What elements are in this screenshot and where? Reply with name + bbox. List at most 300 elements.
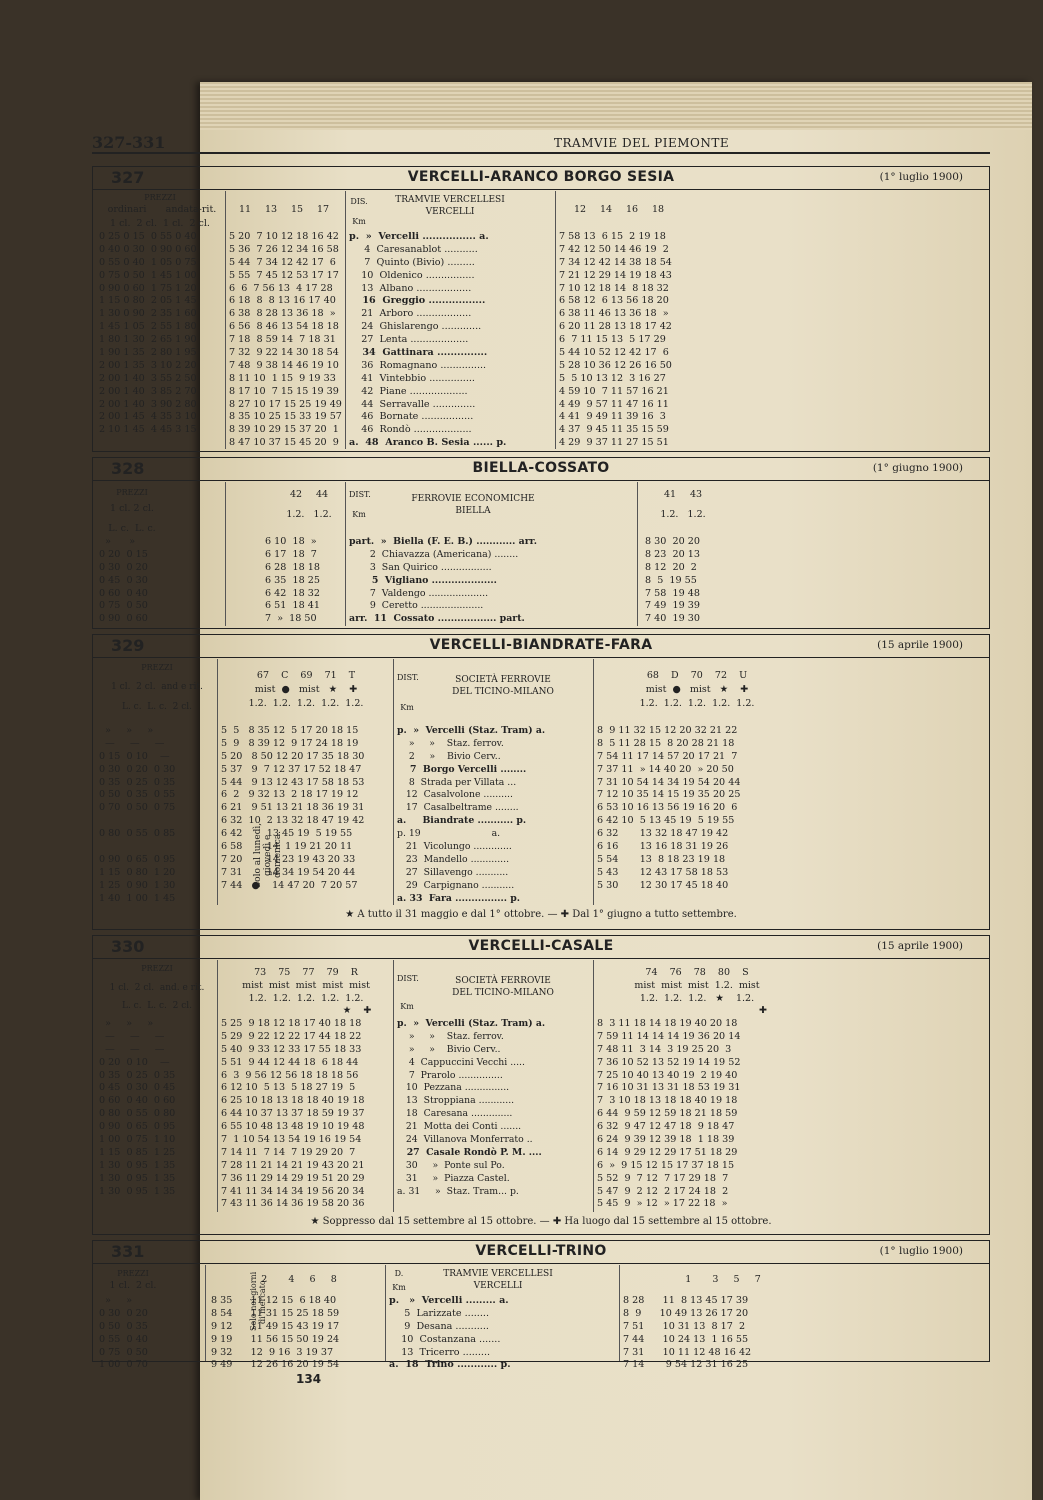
up-time-row: 8 9 11 32 15 12 20 32 21 22 — [597, 725, 738, 736]
route-title: VERCELLI-TRINO — [475, 1243, 607, 1259]
station-row: 34 Gattinara ............... — [349, 347, 491, 359]
down-time-row: 6 21 9 51 13 21 18 36 19 31 — [221, 802, 365, 814]
station-row: 4 Caresanablot ........... — [349, 243, 481, 255]
train-number: 16 — [625, 204, 639, 215]
down-train-types: mist ● mist ★ ✚ — [254, 684, 358, 695]
class-header: 1 cl. 2 cl. 1 cl. 2 cl. — [110, 218, 210, 229]
station-row: 27 Lenta ................... — [349, 334, 472, 346]
up-time-row: 6 20 11 28 13 18 17 42 — [559, 321, 672, 333]
price-row: 0 30 0 20 — [99, 561, 148, 573]
down-time-row: 7 44 ● 14 47 20 7 20 57 — [221, 879, 358, 891]
station-row: 10 Pezzana ............... — [397, 1082, 513, 1094]
station-row: 27 Sillavengo ........... — [397, 866, 512, 878]
footnote: ★ A tutto il 31 maggio e dal 1° ottobre. — ✚ Dal 1° giugno a tutto settembre. — [345, 909, 737, 920]
up-time-row: 6 16 13 16 18 31 19 26 — [597, 841, 729, 853]
station-row: 21 Motta dei Conti ....... — [397, 1121, 525, 1133]
down-train-numbers: 67 C 69 71 T — [256, 670, 356, 681]
down-time-row: 5 29 9 22 12 22 17 44 18 22 — [221, 1030, 362, 1042]
up-time-row: 8 30 20 20 — [645, 536, 700, 547]
up-time-row: 4 37 9 45 11 35 15 59 — [559, 424, 669, 436]
station-row: a. Biandrate ........... p. — [397, 815, 527, 827]
price-row: » » — [99, 536, 136, 547]
train-number: 15 — [290, 204, 304, 215]
station-row: 7 Prarolo ............... — [397, 1069, 506, 1081]
price-row: 2 00 1 45 4 35 3 10 — [99, 411, 197, 423]
effective-date: (1° luglio 1900) — [879, 1245, 963, 1257]
up-train-class: 1.2. 1.2. 1.2. 1.2. 1.2. — [639, 698, 755, 709]
price-column — [99, 1018, 175, 1198]
up-time-row: 7 16 10 31 13 31 18 53 19 31 — [597, 1082, 741, 1094]
class-header: 1 cl. 2 cl. — [110, 503, 154, 514]
price-row: 0 80 0 55 0 85 — [99, 828, 176, 840]
down-train-types: mist mist mist mist mist — [242, 980, 370, 991]
station-list — [397, 725, 545, 905]
prices-label: PREZZI — [116, 488, 148, 497]
price-row: 2 00 1 35 3 10 2 20 — [99, 359, 197, 371]
dist-label: DIST. — [397, 974, 419, 983]
price-row: 0 15 0 10 — — [99, 750, 170, 762]
up-time-row: 8 5 19 55 — [645, 574, 697, 586]
price-row: 2 00 1 40 3 55 2 50 — [99, 372, 197, 384]
dist-label: DIS. — [350, 197, 368, 206]
down-train-class: 1.2. 1.2. — [286, 509, 332, 520]
section-number: 329 — [111, 636, 145, 655]
station-row: 21 Arboro .................. — [349, 308, 475, 320]
down-time-row: 6 55 10 48 13 48 19 10 19 48 — [221, 1121, 365, 1133]
dist-label: DIST. — [397, 673, 419, 682]
km-label: Km — [400, 1002, 414, 1011]
side-note: Solo nei giorni di mercato. — [249, 1271, 267, 1331]
price-row: 1 30 0 95 1 35 — [99, 1185, 176, 1197]
up-time-row: 6 24 9 39 12 39 18 1 18 39 — [597, 1134, 735, 1146]
price-row: 0 50 0 35 — [99, 1320, 148, 1332]
station-row: 10 Costanzana ....... — [389, 1333, 504, 1345]
station-row: 46 Rondò ................... — [349, 424, 475, 436]
up-time-row: 8 28 11 8 13 45 17 39 — [623, 1295, 749, 1306]
train-number: 12 — [573, 204, 587, 215]
header-number: 327-331 — [92, 133, 166, 152]
up-train-class: 1.2. 1.2. 1.2. ★ 1.2. — [639, 993, 755, 1004]
down-time-row: 8 47 10 37 15 45 20 9 — [229, 437, 339, 449]
up-time-row: 7 12 10 35 14 15 19 35 20 25 — [597, 789, 741, 801]
up-time-row: 7 48 11 3 14 3 19 25 20 3 — [597, 1043, 732, 1055]
footnote: ★ Soppresso dal 15 settembre al 15 ottobre. — ✚ Ha luogo dal 15 settembre al 15 ottobre. — [310, 1216, 772, 1227]
train-number: 13 — [264, 204, 278, 215]
price-row: 0 90 0 60 — [99, 613, 148, 625]
station-row: 7 Valdengo .................... — [349, 587, 492, 599]
up-time-row: 7 59 11 14 14 14 19 36 20 14 — [597, 1030, 741, 1042]
station-row: p. 19 a. — [397, 828, 501, 840]
down-time-row: 9 19 11 56 15 50 19 24 — [211, 1333, 340, 1345]
station-row: p. » Vercelli (Staz. Tram) a. — [397, 1018, 546, 1029]
section-328 — [92, 457, 990, 629]
station-row: 24 Villanova Monferrato .. — [397, 1134, 536, 1146]
section-head — [93, 1241, 989, 1264]
down-time-row: 5 5 8 35 12 5 17 20 18 15 — [221, 725, 359, 736]
class-header: 1 cl. 2 cl. and. e rit. — [109, 983, 205, 993]
up-train-class: 1.2. 1.2. — [660, 509, 706, 520]
up-train-types: mist ● mist ★ ✚ — [645, 684, 749, 695]
operator-city: DEL TICINO-MILANO — [452, 687, 554, 697]
price-row: 0 80 0 55 0 80 — [99, 1108, 176, 1120]
price-row: — — — — [99, 1030, 165, 1042]
up-time-row: 7 31 10 54 14 34 19 54 20 44 — [597, 776, 741, 788]
section-330 — [92, 935, 990, 1235]
operator-name: SOCIETÀ FERROVIE — [455, 675, 551, 685]
prices-label: PREZZI — [144, 193, 176, 202]
section-head — [93, 458, 989, 481]
section-head — [93, 635, 989, 658]
down-time-row: 6 6 7 56 13 4 17 28 — [229, 282, 333, 294]
up-times — [597, 725, 740, 893]
station-row: 13 Tricerro ......... — [389, 1346, 494, 1358]
effective-date: (1° giugno 1900) — [872, 462, 963, 474]
down-train-numbers — [229, 203, 339, 216]
station-row: a. 48 Aranco B. Sesia ...... p. — [349, 437, 507, 449]
down-time-row: 6 10 18 » — [265, 536, 317, 547]
column-rule — [593, 960, 594, 1212]
down-train-numbers: 73 75 77 79 R — [254, 967, 358, 978]
station-row: » » Staz. ferrov. — [397, 737, 507, 749]
operator-name: TRAMVIE VERCELLESI — [443, 1269, 553, 1279]
station-row: a. 18 Trino ............ p. — [389, 1359, 511, 1371]
station-row: 17 Casalbeltrame ........ — [397, 802, 522, 814]
station-row: 31 » Piazza Castel. — [397, 1172, 513, 1184]
price-row: 0 30 0 20 0 30 — [99, 763, 176, 775]
station-row: 4 Cappuccini Vecchi ..... — [397, 1056, 528, 1068]
price-row: 0 55 0 40 — [99, 1333, 148, 1345]
down-time-row: 8 17 10 7 15 15 19 39 — [229, 385, 339, 397]
price-row: 0 70 0 50 0 75 — [99, 802, 176, 814]
down-time-row: 5 9 8 39 12 9 17 24 18 19 — [221, 737, 359, 749]
section-331 — [92, 1240, 990, 1371]
price-row: 1 30 0 95 1 35 — [99, 1159, 176, 1171]
station-row: 12 Casalvolone .......... — [397, 789, 516, 801]
down-time-row: 5 44 7 34 12 42 17 6 — [229, 256, 336, 268]
station-row: 41 Vintebbio ............... — [349, 372, 479, 384]
down-time-row: 6 42 18 32 — [265, 587, 320, 599]
price-row: 0 90 0 60 1 75 1 20 — [99, 282, 197, 294]
up-time-row: 7 44 10 24 13 1 16 55 — [623, 1333, 749, 1345]
up-train-numbers — [643, 488, 723, 501]
station-row: 30 » Ponte sul Po. — [397, 1159, 508, 1171]
currency-header: L. c. L. c. — [108, 523, 156, 534]
up-time-row: 8 12 20 2 — [645, 561, 697, 573]
station-row: 36 Romagnano ............... — [349, 359, 490, 371]
header-rule — [92, 152, 990, 154]
price-row: 0 35 0 25 0 35 — [99, 776, 176, 788]
column-rule — [393, 659, 394, 905]
station-row: 7 Quinto (Bivio) ......... — [349, 256, 478, 268]
price-row: 1 00 0 70 — [99, 1359, 148, 1371]
station-row: 46 Bornate ................. — [349, 411, 477, 423]
price-row: 1 45 1 05 2 55 1 80 — [99, 321, 197, 333]
up-train-types: mist mist mist 1.2. mist — [634, 980, 760, 991]
operator-name: SOCIETÀ FERROVIE — [455, 976, 551, 986]
down-time-row: 7 20 14 23 19 43 20 33 — [221, 853, 356, 865]
up-time-row: 4 49 9 57 11 47 16 11 — [559, 398, 669, 410]
up-time-row: 5 30 12 30 17 45 18 40 — [597, 879, 729, 891]
down-time-row: 8 39 10 29 15 37 20 1 — [229, 424, 339, 436]
km-label: Km — [352, 510, 366, 519]
down-time-row: 5 51 9 44 12 44 18 6 18 44 — [221, 1056, 359, 1068]
column-rule — [393, 960, 394, 1212]
station-row: 5 Vigliano .................... — [349, 574, 501, 586]
down-time-row: 5 36 7 26 12 34 16 58 — [229, 243, 339, 255]
down-train-marks: ★ ✚ — [342, 1005, 372, 1016]
price-row: 1 80 1 30 2 65 1 90 — [99, 334, 197, 346]
km-label: Km — [392, 1283, 406, 1292]
price-row: 1 40 1 00 1 45 — [99, 892, 176, 904]
up-time-row: 5 47 9 2 12 2 17 24 18 2 — [597, 1185, 729, 1197]
down-time-row: 9 32 12 9 16 3 19 37 — [211, 1346, 334, 1358]
price-row: 0 55 0 40 1 05 0 75 — [99, 256, 197, 268]
up-times — [559, 231, 672, 450]
price-row — [99, 815, 175, 828]
column-rule — [555, 191, 556, 449]
dist-label: D. — [394, 1269, 404, 1278]
down-time-row: 6 44 10 37 13 37 18 59 19 37 — [221, 1108, 365, 1120]
down-time-row: 6 51 18 41 — [265, 600, 320, 612]
station-row: a. 31 » Staz. Tram... p. — [397, 1185, 519, 1197]
price-row: 0 20 0 10 — — [99, 1056, 170, 1068]
station-row: 13 Stroppiana ............ — [397, 1095, 518, 1107]
station-row: 13 Albano .................. — [349, 282, 475, 294]
down-time-row: 8 35 11 12 15 6 18 40 — [211, 1295, 337, 1306]
station-list — [397, 1018, 545, 1198]
down-time-row: 6 2 9 32 13 2 18 17 19 12 — [221, 789, 359, 801]
station-row: 44 Serravalle .............. — [349, 398, 479, 410]
down-times — [211, 1295, 339, 1372]
section-head — [93, 936, 989, 959]
station-list — [349, 536, 537, 626]
up-time-row: 7 40 19 30 — [645, 613, 700, 625]
currency-header: L. c. L. c. 2 cl. — [121, 702, 192, 712]
station-row: 5 Larizzate ........ — [389, 1307, 493, 1319]
up-time-row: 5 28 10 36 12 26 16 50 — [559, 359, 672, 371]
price-row: 1 30 0 90 2 35 1 60 — [99, 308, 197, 320]
up-time-row: 7 21 12 29 14 19 18 43 — [559, 269, 672, 281]
up-time-row: 8 9 10 49 13 26 17 20 — [623, 1307, 749, 1319]
down-time-row: 7 » 18 50 — [265, 613, 317, 625]
up-time-row: 5 43 12 43 17 58 18 53 — [597, 866, 729, 878]
down-train-class: 1.2. 1.2. 1.2. 1.2. 1.2. — [248, 698, 364, 709]
down-time-row: 7 48 9 38 14 46 19 10 — [229, 359, 339, 371]
up-time-row: 7 58 13 6 15 2 19 18 — [559, 231, 666, 242]
km-label: Km — [400, 703, 414, 712]
station-row: a. 33 Fara ................ p. — [397, 892, 520, 904]
down-time-row: 5 44 9 13 12 43 17 58 18 53 — [221, 776, 365, 788]
route-title: VERCELLI-CASALE — [468, 938, 614, 954]
station-row: 24 Ghislarengo ............. — [349, 321, 485, 333]
down-times — [221, 1018, 364, 1211]
up-train-numbers: 1 3 5 7 — [685, 1274, 761, 1285]
station-row: 2 » Bivio Cerv.. — [397, 750, 504, 762]
train-number: 17 — [316, 204, 330, 215]
down-time-row: 7 1 10 54 13 54 19 16 19 54 — [221, 1134, 362, 1146]
station-row: 10 Oldenico ................ — [349, 269, 478, 281]
up-time-row: 7 14 9 54 12 31 16 25 — [623, 1359, 749, 1371]
station-row: arr. 11 Cossato .................. part. — [349, 613, 525, 625]
up-times — [623, 1295, 751, 1372]
up-time-row: 6 » 9 15 12 15 17 37 18 15 — [597, 1159, 735, 1171]
dist-label: DIST. — [349, 490, 371, 499]
km-label: Km — [352, 217, 366, 226]
section-329 — [92, 634, 990, 930]
down-time-row: 5 40 9 33 12 33 17 55 18 33 — [221, 1043, 362, 1055]
price-row: » » » — [99, 1018, 154, 1029]
header-title: TRAMVIE DEL PIEMONTE — [554, 136, 730, 150]
station-row: » » Bivio Cerv.. — [397, 1043, 504, 1055]
station-row: 18 Caresana .............. — [397, 1108, 516, 1120]
down-times — [229, 231, 342, 450]
column-rule — [637, 482, 638, 626]
down-times — [221, 725, 364, 893]
side-note: Solo al lunedì, giovedì e domenica. — [253, 822, 283, 888]
train-number: 11 — [238, 204, 252, 215]
price-row: 2 00 1 40 3 85 2 70 — [99, 385, 197, 397]
down-time-row: 6 32 10 2 13 32 18 47 19 42 — [221, 815, 365, 827]
down-time-row: 9 49 12 26 16 20 19 54 — [211, 1359, 340, 1371]
prices-label: PREZZI — [117, 1269, 149, 1278]
column-rule — [345, 482, 346, 626]
down-time-row: 7 31 14 34 19 54 20 44 — [221, 866, 356, 878]
down-time-row: 8 11 10 1 15 9 19 33 — [229, 372, 336, 384]
operator-city: VERCELLI — [473, 1281, 523, 1291]
down-time-row: 8 54 11 31 15 25 18 59 — [211, 1307, 340, 1319]
column-rule — [205, 1265, 206, 1361]
down-time-row: 7 28 11 21 14 21 19 43 20 21 — [221, 1159, 365, 1171]
station-row: 9 Desana ........... — [389, 1320, 493, 1332]
up-time-row: 8 3 11 18 14 18 19 40 20 18 — [597, 1018, 738, 1029]
price-row: 1 30 0 95 1 35 — [99, 1172, 176, 1184]
price-row: 1 90 1 35 2 80 1 95 — [99, 347, 197, 359]
price-row: 0 75 0 50 — [99, 1346, 148, 1358]
down-train-class: 1.2. 1.2. 1.2. 1.2. 1.2. — [248, 993, 364, 1004]
up-train-numbers — [559, 203, 679, 216]
section-number: 330 — [111, 937, 145, 956]
up-time-row: 6 38 11 46 13 36 18 » — [559, 308, 669, 320]
andata-label: andata-rit. — [165, 204, 217, 215]
up-time-row: 7 51 10 31 13 8 17 2 — [623, 1320, 746, 1332]
station-row: 23 Mandello ............. — [397, 853, 512, 865]
section-head — [93, 167, 989, 190]
price-row: — — — — [99, 737, 165, 749]
ordinari-label: ordinari — [107, 204, 147, 215]
price-row: 0 90 0 65 0 95 — [99, 1121, 176, 1133]
price-row: 1 00 0 75 1 10 — [99, 1134, 176, 1146]
down-time-row: 6 35 18 25 — [265, 574, 320, 586]
station-row: 16 Greggio ................. — [349, 295, 489, 307]
up-time-row: 8 5 11 28 15 8 20 28 21 18 — [597, 737, 735, 749]
down-time-row: 5 20 7 10 12 18 16 42 — [229, 231, 339, 242]
up-time-row: 7 58 19 48 — [645, 587, 700, 599]
station-row: p. » Vercelli ................ a. — [349, 231, 489, 242]
page-number: 134 — [296, 1372, 322, 1386]
down-time-row: 7 41 11 34 14 34 19 56 20 34 — [221, 1185, 365, 1197]
price-column — [99, 231, 197, 437]
price-row: 1 15 0 85 1 25 — [99, 1146, 176, 1158]
price-row: 1 25 0 90 1 30 — [99, 879, 176, 891]
route-title: VERCELLI-ARANCO BORGO SESIA — [407, 169, 675, 185]
up-time-row: 7 34 12 42 14 38 18 54 — [559, 256, 672, 268]
station-list — [389, 1295, 511, 1372]
up-times — [645, 536, 700, 626]
up-time-row: 6 58 12 6 13 56 18 20 — [559, 295, 669, 307]
up-time-row: 6 7 11 15 13 5 17 29 — [559, 334, 666, 346]
price-row: — — — — [99, 1043, 165, 1055]
down-time-row: 5 55 7 45 12 53 17 17 — [229, 269, 339, 281]
section-number: 327 — [111, 168, 145, 187]
station-row: 8 Strada per Villata ... — [397, 776, 520, 788]
down-time-row: 7 14 11 7 14 7 19 29 20 7 — [221, 1146, 356, 1158]
down-time-row: 9 12 11 49 15 43 19 17 — [211, 1320, 340, 1332]
price-column — [99, 536, 148, 626]
down-time-row: 8 27 10 17 15 25 19 49 — [229, 398, 342, 410]
up-time-row: 6 44 9 59 12 59 18 21 18 59 — [597, 1108, 738, 1120]
down-time-row: 7 36 11 29 14 29 19 51 20 29 — [221, 1172, 365, 1184]
down-time-row: 6 25 10 18 13 18 18 40 19 18 — [221, 1095, 365, 1107]
down-times — [265, 536, 320, 626]
up-time-row: 6 14 9 29 12 29 17 51 18 29 — [597, 1146, 738, 1158]
column-rule — [385, 1265, 386, 1361]
train-number: 43 — [689, 489, 703, 500]
prices-label: PREZZI — [141, 663, 173, 672]
down-time-row: 6 17 18 7 — [265, 548, 317, 560]
price-row: 0 25 0 15 0 55 0 40 — [99, 231, 197, 242]
up-time-row: 7 37 11 » 14 40 20 » 20 50 — [597, 763, 734, 775]
price-row: 0 60 0 40 0 60 — [99, 1095, 176, 1107]
up-time-row: 7 25 10 40 13 40 19 2 19 40 — [597, 1069, 738, 1081]
route-title: BIELLA-COSSATO — [472, 460, 610, 476]
station-row: 42 Piane ................... — [349, 385, 471, 397]
section-number: 328 — [111, 459, 145, 478]
station-row: 3 San Quirico ................. — [349, 561, 495, 573]
column-rule — [593, 659, 594, 905]
up-time-row: 4 29 9 37 11 27 15 51 — [559, 437, 669, 449]
operator-name: TRAMVIE VERCELLESI — [395, 195, 505, 205]
station-row: part. » Biella (F. E. B.) ............ arr. — [349, 536, 538, 547]
train-number: 44 — [315, 489, 329, 500]
effective-date: (15 aprile 1900) — [877, 940, 963, 952]
price-row: 1 15 0 80 1 20 — [99, 866, 176, 878]
operator-city: BIELLA — [455, 506, 491, 516]
down-train-numbers: 2 4 6 8 — [261, 1274, 337, 1285]
price-row: 0 75 0 50 1 45 1 00 — [99, 269, 197, 281]
station-row: 29 Carpignano ........... — [397, 879, 518, 891]
up-time-row: 6 53 10 16 13 56 19 16 20 6 — [597, 802, 738, 814]
price-row: 0 40 0 30 0 90 0 60 — [99, 243, 197, 255]
down-time-row: 5 20 8 50 12 20 17 35 18 30 — [221, 750, 365, 762]
train-number: 18 — [651, 204, 665, 215]
up-time-row: 6 42 10 5 13 45 19 5 19 55 — [597, 815, 735, 827]
route-title: VERCELLI-BIANDRATE-FARA — [429, 637, 653, 653]
price-row: » » — [99, 1295, 133, 1306]
station-row: » » Staz. ferrov. — [397, 1030, 507, 1042]
price-row: 2 00 1 40 3 90 2 80 — [99, 398, 197, 410]
up-time-row: 5 5 10 13 12 3 16 27 — [559, 372, 666, 384]
column-rule — [345, 191, 346, 449]
up-time-row: 8 23 20 13 — [645, 548, 700, 560]
price-row: 0 30 0 20 — [99, 1307, 148, 1319]
down-time-row: 8 35 10 25 15 33 19 57 — [229, 411, 342, 423]
page-edges — [200, 82, 1032, 130]
station-row: 2 Chiavazza (Americana) ........ — [349, 548, 522, 560]
down-train-numbers — [269, 488, 349, 501]
down-time-row: 6 18 8 8 13 16 17 40 — [229, 295, 336, 307]
station-list — [349, 231, 506, 450]
up-time-row: 7 31 10 11 12 48 16 42 — [623, 1346, 752, 1358]
